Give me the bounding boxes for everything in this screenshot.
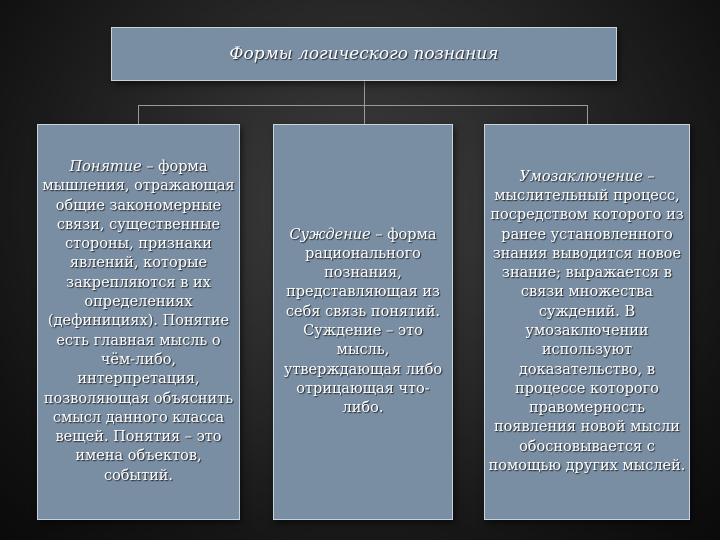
judgment-definition: – форма рационального познания, представляющая из себя связь понятий. Суждение – это мысль, утверждающая либо отрицающая что-либо. xyxy=(283,226,443,417)
diagram-title-box xyxy=(111,27,617,81)
concept-definition: – форма мышления, отражающая общие закономерные связи, существенные стороны, признаки явлений, которые закрепляются в их определениях (дефинициях). Понятие есть главная мысль о чём-либо, интерпретация, позволяющая объяснить смысл данного класса вещей. Понятия – это имена объектов, событий. xyxy=(42,158,235,484)
connector-middle xyxy=(364,105,365,124)
diagram-title: Формы логического познания xyxy=(229,44,499,64)
inference-definition: – мыслительный процесс, посредством которого из ранее установленного знания выводится новое знание; выражается в связи множества суждений. В умозаключении используют доказательство, в процессе которого правомерность появления новой мысли обосновывается с помощью других мыслей. xyxy=(488,168,686,475)
connector-left xyxy=(138,105,139,124)
concept-term: Понятие xyxy=(69,158,142,175)
connector-horizontal xyxy=(138,105,588,106)
inference-text xyxy=(487,168,687,477)
judgment-text xyxy=(276,226,450,419)
connector-trunk xyxy=(364,81,365,105)
concept-text xyxy=(40,158,237,486)
inference-term: Умозаключение xyxy=(519,168,643,185)
inference-box xyxy=(484,124,690,520)
judgment-term: Суждение xyxy=(289,226,371,243)
connector-right xyxy=(587,105,588,124)
judgment-box xyxy=(273,124,453,520)
concept-box xyxy=(37,124,240,520)
